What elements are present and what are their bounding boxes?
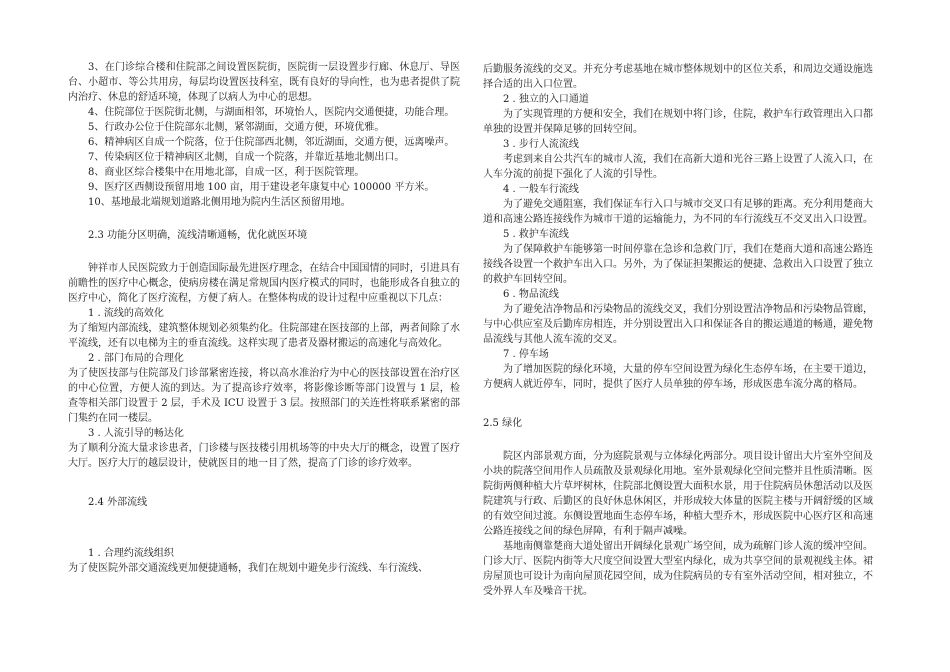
- section-heading-2-3: 2.3 功能分区明确，流线清晰通畅，优化就医环境: [88, 230, 308, 241]
- paragraph: 考虑到来自公共汽车的城市人流，我们在高新大道和光谷三路上设置了人流入口，在人车分流的前提下强化了人流的引导性。: [483, 154, 873, 180]
- paragraph: 为了避免交通阻塞，我们保证车行入口与城市交叉口有足够的距离。充分利用楚商大道和高速公路连接线作为城市干道的运输能力，为不同的车行流线互不交叉出入口设置。: [483, 199, 873, 225]
- subheading: 3 . 人流引导的畅达化: [88, 428, 184, 439]
- list-item: 3、在门诊综合楼和住院部之间设置医院街，医院街一层设置步行廊、休息厅、导医台、小超市、等公共用房，每层均设置医技科室，既有良好的导向性，也为患者提供了院内治疗、休息的舒适环境，体现了以病人为中心的思想。: [68, 62, 460, 103]
- paragraph: 为了保障救护车能够第一时间停靠在急诊和急救门厅，我们在楚商大道和高速公路连接线各设置一个救护车出入口。另外，为了保证担架搬运的便捷、急救出入口设置了独立的救护车回转空间。: [483, 244, 873, 285]
- paragraph: 为了实现管理的方便和安全，我们在规划中将门诊，住院，救护车行政管理出入口都单独的设置并保障足够的回转空间。: [483, 109, 873, 135]
- paragraph: 为了避免洁净物品和污染物品的流线交叉，我们分别设置洁净物品和污染物品管廊，与中心供应室及后勤库房相连，并分别设置出入口和保证各自的搬运通道的畅通，避免物品流线与其他人流车流的交叉。: [483, 304, 873, 345]
- subheading: 5 . 救护车流线: [503, 229, 569, 240]
- paragraph: 为了缩短内部流线，建筑整体规划必须集约化。住院部建在医技部的上部，两者间除了水平流线，还有以电梯为主的垂直流线。这样实现了患者及器材搬运的高速化与高效化。: [68, 323, 460, 349]
- paragraph: 为了顺利分流大量求诊患者，门诊楼与医技楼引用机场等的中央大厅的概念，设置了医疗大厅。医疗大厅的越层设计，使就医目的地一目了然，提高了门诊的诊疗效率。: [68, 443, 460, 469]
- list-item: 6、精神病区自成一个院落，位于住院部西北侧，邻近湖面，交通方便，远离噪声。: [88, 137, 455, 148]
- subheading: 2 . 部门布局的合理化: [88, 353, 184, 364]
- list-item: 4、住院部位于医院街北侧，与湖面相邻，环境怡人，医院内交通便捷，功能合理。: [88, 107, 455, 118]
- list-item: 10、基地最北端规划道路北侧用地为院内生活区预留用地。: [88, 197, 351, 208]
- subheading: 6 . 物品流线: [503, 289, 559, 300]
- paragraph: 钟祥市人民医院致力于创造国际最先进医疗理念，在结合中国国情的同时，引进具有前瞻性的医疗中心概念，使病房楼在满足常规国内医疗模式的同时，也能形成各自独立的医疗中心，简化了医疗流程，方便了病人。在整体构成的设计过程中应重视以下几点：: [68, 263, 460, 304]
- paragraph: 为了使医技部与住院部及门诊部紧密连接，将以高水准治疗为中心的医技部设置在治疗区的中心位置，方便人流的到达。为了提高诊疗效率，将影像诊断等部门设置与 1 层，检查等相关部门设置于 2 层，手术及 ICU 设置于 3 层。按照部门的关连性将联系紧密的部门集约在同一楼层。: [68, 368, 460, 424]
- paragraph: 为了增加医院的绿化环境，大量的停车空间设置为绿化生态停车场，在主要干道边，方便病人就近停车，同时，提供了医疗人员单独的停车场，形成医患车流分离的格局。: [483, 364, 873, 390]
- list-item: 8、商业区综合楼集中在用地北部，自成一区，利于医院管理。: [88, 167, 365, 178]
- paragraph: 院区内部景观方面，分为庭院景观与立体绿化两部分。项目设计留出大片室外空间及小块的院落空间用作人员疏散及景观绿化用地。室外景观绿化空间完整并且性质清晰。医院街两侧种植大片草坪树林，住院部北侧设置大面积水景，用于住院病员休憩活动以及医院建筑与行政、后勤区的良好休息休闲区，并形成较大体量的医院主楼与开阔舒缓的区域的有效空间过渡。东侧设置地面生态停车场，种植大型乔木，形成医院中心医疗区和高速公路连接线之间的绿色屏障，有利于隔声减噪。: [483, 451, 873, 537]
- left-column: [68, 60, 460, 576]
- subheading: 2 . 独立的入口通道: [503, 94, 589, 105]
- list-item: 5、行政办公位于住院部东北侧，紧邻湖面，交通方便，环境优雅。: [88, 122, 385, 133]
- subheading: 3 . 步行人流流线: [503, 139, 579, 150]
- subheading: 7 . 停车场: [503, 349, 549, 360]
- paragraph: 为了使医院外部交通流线更加便捷通畅，我们在规划中避免步行流线、车行流线、: [68, 563, 428, 574]
- subheading: 4 . 一般车行流线: [503, 184, 579, 195]
- paragraph: 基地南侧靠楚商大道处留出开阔绿化景观广场空间，成为疏解门诊人流的缓冲空间。门诊大厅、医院内街等大尺度空间设置大型室内绿化，成为共享空间的景观视线主体。裙房屋顶也可设计为南向屋顶花园空间，成为住院病员的专有室外活动空间，相对独立，不受外界人车及噪音干扰。: [483, 541, 873, 597]
- list-item: 7、传染病区位于精神病区北侧，自成一个院落，并靠近基地北侧出口。: [88, 152, 405, 163]
- paragraph: 后勤服务流线的交叉。并充分考虑基地在城市整体规划中的区位关系，和周边交通设施选择合适的出入口位置。: [483, 64, 873, 90]
- section-heading-2-4: 2.4 外部流线: [88, 497, 148, 508]
- right-column: [483, 62, 873, 599]
- section-heading-2-5: 2.5 绿化: [483, 418, 523, 429]
- subheading: 1 . 合理约流线组织: [88, 548, 174, 559]
- list-item: 9、医疗区西侧设预留用地 100 亩，用于建设老年康复中心 100000 平方米。: [88, 182, 435, 193]
- subheading: 1 . 流线的高效化: [88, 308, 164, 319]
